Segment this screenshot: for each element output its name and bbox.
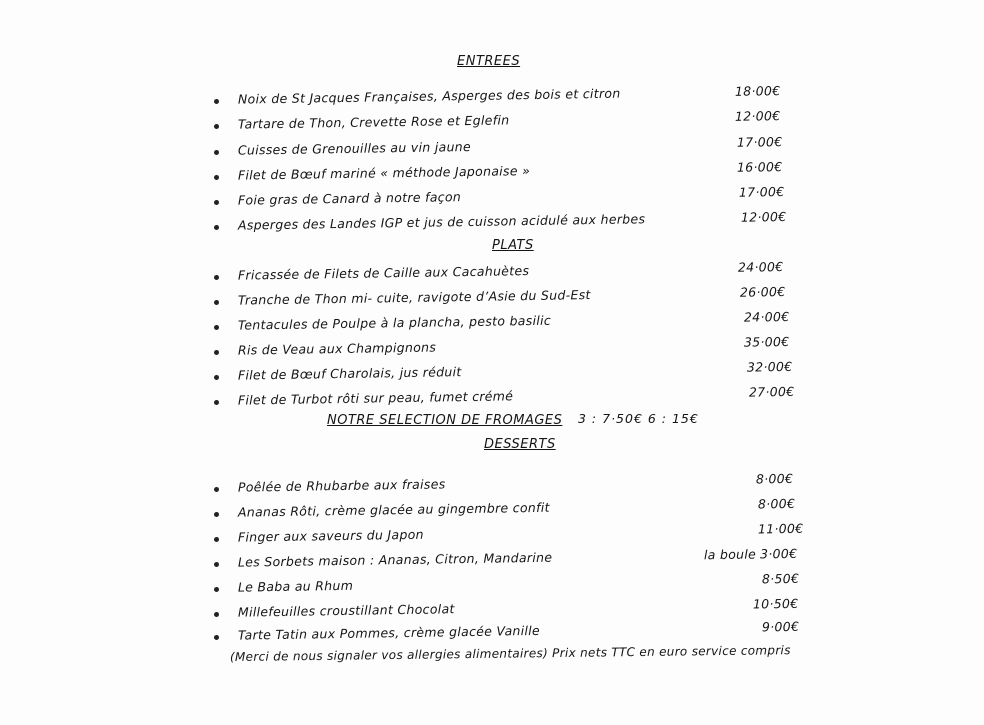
dish-price-value: 3·00€	[759, 545, 798, 562]
dish-name: Ananas Rôti, crème glacée au gingembre confit	[237, 499, 550, 520]
entree-item	[214, 209, 804, 238]
price-prefix: la boule	[703, 546, 757, 563]
plat-item	[214, 284, 804, 313]
dish-price: 35·00€	[743, 333, 790, 350]
bullet	[214, 225, 219, 230]
dish-price: 8·00€	[757, 495, 796, 512]
dish-name: Noix de St Jacques Françaises, Asperges des bois et citron	[237, 85, 621, 107]
dish-name: Fricassée de Filets de Caille aux Cacahuètes	[237, 263, 530, 283]
dish-price: 24·00€	[737, 259, 784, 275]
entree-item	[214, 83, 804, 112]
bullet	[214, 635, 219, 640]
fromages-heading: NOTRE SELECTION DE FROMAGES	[327, 413, 563, 428]
bullet	[214, 612, 219, 617]
bullet	[214, 325, 219, 330]
dish-price: 24·00€	[743, 308, 790, 325]
plat-item	[214, 259, 804, 288]
dish-price: 8·00€	[755, 470, 794, 487]
bullet	[214, 275, 219, 280]
dessert-item	[214, 471, 804, 500]
bullet	[214, 350, 219, 355]
bullet	[214, 400, 219, 405]
dish-price: 16·00€	[736, 159, 783, 175]
bullet	[214, 150, 219, 155]
bullet	[214, 99, 219, 104]
dish-name: Foie gras de Canard à notre façon	[237, 189, 462, 208]
dish-price: 12·00€	[740, 209, 787, 225]
bullet	[214, 587, 219, 592]
dish-price: 17·00€	[736, 134, 783, 150]
bullet	[214, 175, 219, 180]
dish-name: Les Sorbets maison : Ananas, Citron, Mandarine	[237, 549, 553, 570]
bullet	[214, 375, 219, 380]
dish-price: 32·00€	[746, 358, 793, 375]
dish-price: 27·00€	[748, 383, 795, 400]
entree-item	[214, 159, 804, 188]
plats-heading: PLATS	[492, 238, 534, 253]
dish-price: 17·00€	[738, 184, 785, 200]
dish-name: Le Baba au Rhum	[237, 577, 354, 595]
bullet	[214, 537, 219, 542]
bullet	[214, 487, 219, 492]
dish-price: 10·50€	[752, 595, 799, 612]
dish-price: 9·00€	[761, 618, 800, 635]
entree-item	[214, 134, 804, 163]
dish-price: 18·00€	[734, 83, 781, 99]
plat-item	[214, 384, 804, 413]
dish-name: Tentacules de Poulpe à la plancha, pesto basilic	[237, 312, 552, 333]
bullet	[214, 512, 219, 517]
desserts-heading: DESSERTS	[484, 437, 556, 452]
dish-name: Tranche de Thon mi- cuite, ravigote d’Asie du Sud-Est	[237, 287, 591, 308]
dish-price: 12·00€	[734, 108, 781, 124]
bullet	[214, 300, 219, 305]
dessert-item	[214, 546, 804, 575]
dish-name: Finger aux saveurs du Japon	[237, 526, 424, 545]
dish-name: Ris de Veau aux Champignons	[237, 339, 437, 358]
plat-item	[214, 334, 804, 363]
bullet	[214, 124, 219, 129]
plat-item	[214, 359, 804, 388]
bullet	[214, 200, 219, 205]
entree-item	[214, 108, 804, 137]
entree-item	[214, 184, 804, 213]
dish-name: Filet de Turbot rôti sur peau, fumet crémé	[237, 388, 514, 408]
dish-name: Asperges des Landes IGP et jus de cuisson acidulé aux herbes	[237, 211, 646, 233]
dish-name: Cuisses de Grenouilles au vin jaune	[237, 138, 472, 158]
dessert-item	[214, 571, 804, 600]
allergy-note: (Merci de nous signaler vos allergies alimentaires) Prix nets TTC en euro service compris	[229, 643, 791, 664]
dish-name: Poêlée de Rhubarbe aux fraises	[237, 476, 446, 495]
dish-name: Millefeuilles croustillant Chocolat	[237, 601, 455, 620]
entrees-heading: ENTREES	[457, 54, 521, 69]
dish-name: Filet de Bœuf Charolais, jus réduit	[237, 364, 462, 383]
dish-name: Tartare de Thon, Crevette Rose et Eglefin	[237, 112, 510, 132]
dish-price: 26·00€	[739, 284, 786, 300]
plat-item	[214, 309, 804, 338]
dish-name: Filet de Bœuf mariné « méthode Japonaise »	[237, 163, 531, 183]
dessert-item	[214, 521, 804, 550]
dish-name: Tarte Tatin aux Pommes, crème glacée Vanille	[237, 622, 541, 643]
dish-price	[704, 546, 798, 562]
dish-price: 11·00€	[757, 520, 804, 537]
fromages-prices: 3 : 7·50€ 6 : 15€	[578, 411, 699, 426]
bullet	[214, 562, 219, 567]
dish-price: 8·50€	[761, 570, 800, 587]
dessert-item	[214, 496, 804, 525]
